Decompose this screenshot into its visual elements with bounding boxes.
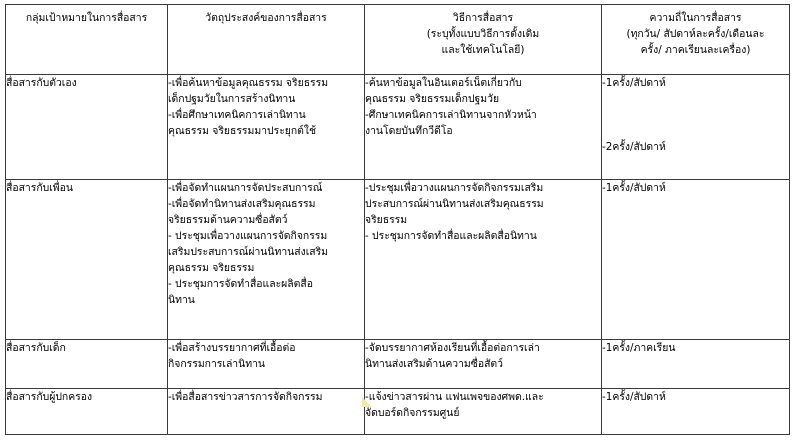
objective-cell xyxy=(168,389,365,435)
method-line: -ค้นหาข้อมูลในอินเตอร์เน็ตเกี่ยวกับ xyxy=(365,77,522,89)
method-cell xyxy=(365,389,602,435)
objective-line: -เพื่อจัดทำนิทานส่งเสริมคุณธรรม xyxy=(168,198,316,210)
table-row xyxy=(6,340,790,389)
method-line: -จัดบรรยากาศห้องเรียนที่เอื้อต่อการเล่า xyxy=(365,342,540,354)
table-row xyxy=(6,389,790,435)
frequency-line: -1ครั้ง/ภาคเรียน xyxy=(602,342,676,354)
method-line: ประสบการณ์ผ่านนิทานส่งเสริมคุณธรรม xyxy=(365,198,544,210)
objective-cell xyxy=(168,180,365,340)
spacer xyxy=(602,91,789,139)
objective-line: -เพื่อค้นหาข้อมูลคุณธรรม จริยธรรม xyxy=(168,77,329,89)
header-objective xyxy=(168,5,365,75)
objective-line: -เพื่อสื่อสารข่าวสารการจัดกิจกรรม xyxy=(168,391,323,403)
table-row xyxy=(6,180,790,340)
method-line: - ประชุมการจัดทำสื่อและผลิตสื่อนิทาน xyxy=(365,230,537,242)
objective-line: - ประชุมเพื่อวางแผนการจัดกิจกรรม xyxy=(168,230,328,242)
target-group-cell xyxy=(6,75,168,180)
method-line: งานโดยบันทึกวีดีโอ xyxy=(365,125,453,137)
header-method xyxy=(365,5,602,75)
method-line: -แจ้งข่าวสารผ่าน แฟนเพจของศพด.และ xyxy=(365,391,544,403)
objective-line: คุณธรรม จริยธรรม xyxy=(168,262,255,274)
objective-line: นิทาน xyxy=(168,294,195,306)
target-group-cell xyxy=(6,180,168,340)
frequency-line: -1ครั้ง/สัปดาห์ xyxy=(602,77,666,89)
method-cell xyxy=(365,180,602,340)
target-group-label: สื่อสารกับผู้ปกครอง xyxy=(6,391,93,403)
header-frequency xyxy=(602,5,790,75)
method-line: -ศึกษาเทคนิคการเล่านิทานจากหัวหน้า xyxy=(365,109,537,121)
objective-line: คุณธรรม จริยธรรมมาประยุกต์ใช้ xyxy=(168,125,317,137)
target-group-cell xyxy=(6,389,168,435)
method-line: จัดบอร์ดกิจกรรมศูนย์ xyxy=(365,407,460,419)
objective-cell xyxy=(168,75,365,180)
table-row xyxy=(6,75,790,180)
objective-line: เสริมประสบการณ์ผ่านนิทานส่งเสริม xyxy=(168,246,329,258)
objective-line: จริยธรรมด้านความซื่อสัตว์ xyxy=(168,214,288,226)
objective-line: กิจกรรมการเล่านิทาน xyxy=(168,358,266,370)
target-group-label: สื่อสารกับตัวเอง xyxy=(6,77,77,89)
objective-line: -เพื่อศึกษาเทคนิคการเล่านิทาน xyxy=(168,109,306,121)
objective-cell xyxy=(168,340,365,389)
header-line: วิธีการสื่อสาร xyxy=(452,12,514,24)
method-line: คุณธรรม จริยธรรมเด็กปฐมวัย xyxy=(365,93,500,105)
method-line: จริยธรรม xyxy=(365,214,408,226)
header-line: วัตถุประสงค์ของการสื่อสาร xyxy=(205,12,327,24)
method-line: -ประชุมเพื่อวางแผนการจัดกิจกรรมเสริม xyxy=(365,182,544,194)
header-line: ความถี่ในการสื่อสาร xyxy=(649,12,742,24)
frequency-line: -2ครั้ง/สัปดาห์ xyxy=(602,141,666,153)
method-cell xyxy=(365,75,602,180)
frequency-line: -1ครั้ง/สัปดาห์ xyxy=(602,182,666,194)
header-target-group xyxy=(6,5,168,75)
method-line: นิทานส่งเสริมด้านความซื่อสัตว์ xyxy=(365,358,504,370)
frequency-cell xyxy=(602,389,790,435)
header-line: (ทุกวัน/ สัปดาห์ละครั้ง/เดือนละ xyxy=(626,28,765,40)
objective-line: เด็กปฐมวัยในการสร้างนิทาน xyxy=(168,93,296,105)
objective-line: -เพื่อสร้างบรรยากาศที่เอื้อต่อ xyxy=(168,342,296,354)
target-group-cell xyxy=(6,340,168,389)
method-cell xyxy=(365,340,602,389)
frequency-cell xyxy=(602,75,790,180)
objective-line: -เพื่อจัดทำแผนการจัดประสบการณ์ xyxy=(168,182,323,194)
header-line: และใช้เทคโนโลยี) xyxy=(441,44,525,56)
communication-plan-table xyxy=(5,4,790,435)
objective-line: - ประชุมการจัดทำสื่อและผลิตสื่อ xyxy=(168,278,313,290)
table-header-row xyxy=(6,5,790,75)
header-line: กลุ่มเป้าหมายในการสื่อสาร xyxy=(25,12,148,24)
header-line: (ระบุทั้งแบบวิธีการดั้งเดิม xyxy=(426,28,540,40)
header-line: ครั้ง/ ภาคเรียนละเครื่อง) xyxy=(640,44,751,56)
frequency-line: -1ครั้ง/สัปดาห์ xyxy=(602,391,666,403)
target-group-label: สื่อสารกับเด็ก xyxy=(6,342,66,354)
target-group-label: สื่อสารกับเพื่อน xyxy=(6,182,73,194)
frequency-cell xyxy=(602,180,790,340)
frequency-cell xyxy=(602,340,790,389)
